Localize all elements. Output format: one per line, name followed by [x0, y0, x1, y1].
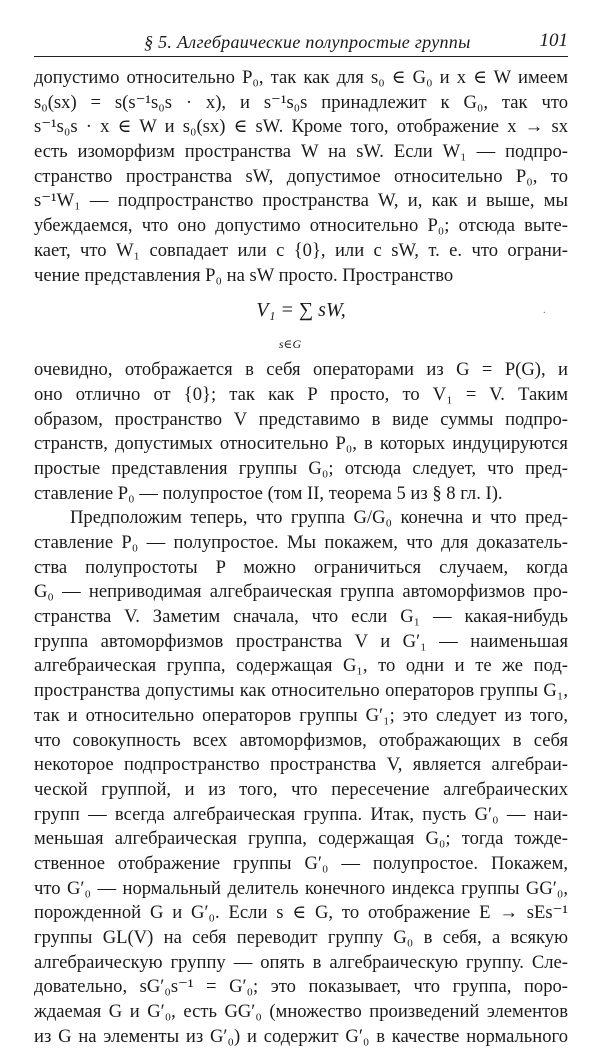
text-line: ставление P₀ — полупростое. Мы покажем, что для доказатель-: [34, 532, 568, 553]
text-line: странства V. Заметим сначала, что если G₁ — какая-нибудь: [34, 606, 568, 628]
text-line: пространства допустимы как относительно операторов группы G₁,: [34, 680, 568, 702]
text-line: странство пространства sW, допустимое относительно P₀, то: [34, 165, 568, 187]
text-line: ческой группой, и из того, что пересечение алгебраических: [34, 778, 568, 800]
text-line: алгебраическую группу — опять в алгебраическую группу. Сле-: [34, 951, 568, 973]
stray-dot: ·: [542, 308, 546, 320]
page-number: 101: [539, 30, 568, 51]
text-line: очевидно, отображается в себя операторами из G = P(G), и: [34, 359, 568, 381]
formula-subscript: s∈G: [278, 337, 302, 352]
header-title: § 5. Алгебраические полупростые группы: [144, 32, 471, 52]
text-line: ставление P₀ — полупростое (том II, теорема 5 из § 8 гл. I).: [34, 482, 503, 504]
text-line: G₀ — неприводимая алгебраическая группа автоморфизмов про-: [34, 581, 568, 603]
text-line: из G на элементы из G′₀) и содержит G′₀ в качестве нормального: [34, 1025, 568, 1047]
text-line: группы GL(V) на себя переводит группу G₀ в себя, а всякую: [34, 927, 568, 948]
text-line: что G′₀ — нормальный делитель конечного индекса группы GG′₀,: [34, 877, 568, 899]
text-line: убеждаемся, что оно допустимо относительно P₀; отсюда выте-: [34, 215, 568, 237]
text-line: чение представления P₀ на sW просто. Пространство: [34, 264, 454, 286]
text-line: довательно, sG′₀s⁻¹ = G′₀; это показывает, что группа, пoро-: [34, 976, 568, 998]
text-line: допустимо относительно P₀, так как для s₀ ∈ G₀ и x ∈ W имеем: [34, 67, 568, 88]
text-line: s⁻¹W₁ — подпространство пространства W, и, как и выше, мы: [34, 190, 568, 212]
body-text: [34, 66, 568, 1049]
text-line: кает, что W₁ совпадает или с {0}, или с sW, т. е. что ограни-: [34, 239, 568, 261]
text-line: ства полупростоты P можно ограничиться случаем, когда: [34, 556, 568, 578]
text-line: образом, пространство V представимо в виде суммы подпро-: [34, 408, 568, 430]
running-header: [34, 30, 568, 57]
text-line: некоторое подпространство пространства V, является алгебраи-: [34, 754, 568, 776]
text-line: s₀(sx) = s(s⁻¹s₀s · x), и s⁻¹s₀s принадлежит к G₀, так что: [34, 91, 568, 113]
text-line: s⁻¹s₀s · x ∈ W и s₀(sx) ∈ sW. Кроме того, отображение x → sx: [34, 116, 568, 138]
text-line: так и относительно операторов группы G′₁; это следует из того,: [34, 704, 568, 726]
text-line: ственное отображение группы G′₀ — полупростое. Покажем,: [34, 852, 568, 874]
text-line: Предположим теперь, что группа G/G₀ конечна и что пред-: [70, 507, 568, 529]
text-line: оно отлично от {0}; так как P просто, то V₁ = V. Таким: [34, 383, 568, 405]
text-line: алгебраическая группа, содержащая G₁, то одни и те же под-: [34, 655, 568, 677]
text-line: что совокупность всех автоморфизмов, отображающих в себя: [34, 729, 568, 751]
text-line: группа автоморфизмов пространства V и G′₁ — наименьшая: [34, 630, 568, 652]
text-line: странств, допустимых относительно P₀, в которых индуцируются: [34, 433, 568, 455]
display-formula: [34, 288, 568, 358]
text-line: групп — всегда алгебраическая группа. Итак, пусть G′₀ — наи-: [34, 803, 568, 825]
formula-main: V₁ = ∑ sW,: [256, 299, 346, 322]
text-line: есть изоморфизм пространства W на sW. Если W₁ — подпро-: [34, 141, 568, 163]
text-line: порожденной G и G′₀. Если s ∈ G, то отображение E → sEs⁻¹: [34, 902, 568, 924]
text-line: простые представления группы G₀; отсюда следует, что пред-: [34, 457, 568, 479]
text-line: ждаемая G и G′₀, есть GG′₀ (множество произведений элементов: [34, 1001, 568, 1023]
text-line: меньшая алгебраическая группа, содержащая G₀; тогда тожде-: [34, 828, 568, 850]
